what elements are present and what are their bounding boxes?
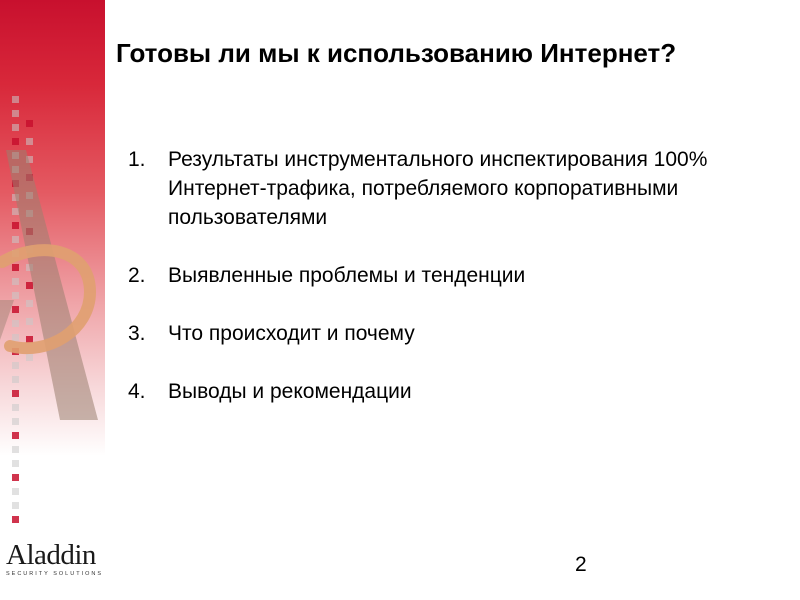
decorative-square (26, 300, 33, 307)
agenda-item (128, 261, 748, 290)
decorative-square (12, 488, 19, 495)
decorative-square (26, 120, 33, 127)
agenda-item (128, 145, 748, 232)
decorative-square (12, 404, 19, 411)
aladdin-logo (6, 540, 106, 577)
agenda-item-text: Выявленные проблемы и тенденции (168, 264, 526, 287)
agenda-item-text: Выводы и рекомендации (168, 380, 412, 403)
decorative-square (12, 390, 19, 397)
agenda-item (128, 377, 748, 406)
decorative-square (12, 138, 19, 145)
logo-name: Aladdin (6, 539, 96, 571)
decorative-square (12, 432, 19, 439)
decorative-square (12, 460, 19, 467)
decorative-square (26, 318, 33, 325)
logo-tagline: SECURITY SOLUTIONS (6, 571, 104, 577)
decorative-square (12, 474, 19, 481)
decorative-square (12, 110, 19, 117)
agenda-item-number: 3. (128, 322, 146, 345)
agenda-item-number: 4. (128, 380, 146, 403)
decorative-square (12, 502, 19, 509)
decorative-square (12, 96, 19, 103)
agenda-item-number: 1. (128, 148, 146, 171)
decorative-square (12, 516, 19, 523)
decorative-square (12, 236, 19, 243)
decorative-square (12, 124, 19, 131)
decorative-square (12, 320, 19, 327)
decorative-square (12, 362, 19, 369)
decorative-square (12, 418, 19, 425)
slide-title: Готовы ли мы к использованию Интернет? (116, 38, 677, 68)
decorative-square (26, 138, 33, 145)
decorative-square (12, 292, 19, 299)
decorative-square (12, 446, 19, 453)
decorative-square (12, 278, 19, 285)
decorative-square (26, 354, 33, 361)
decorative-square (12, 376, 19, 383)
decorative-square (26, 282, 33, 289)
agenda-item (128, 319, 748, 348)
letter-a-left-stroke (0, 300, 14, 340)
page-number: 2 (575, 553, 587, 576)
decorative-square (12, 334, 19, 341)
agenda-list (128, 145, 748, 406)
decorative-square (12, 264, 19, 271)
agenda-item-text: Результаты инструментального инспектирования 100% Интернет-трафика, потребляемого корпоративными пользователями (168, 148, 708, 229)
decorative-square (12, 306, 19, 313)
decorative-letter-a-art (0, 0, 110, 540)
agenda-item-text: Что происходит и почему (168, 322, 415, 345)
decorative-square (12, 222, 19, 229)
agenda-item-number: 2. (128, 264, 146, 287)
